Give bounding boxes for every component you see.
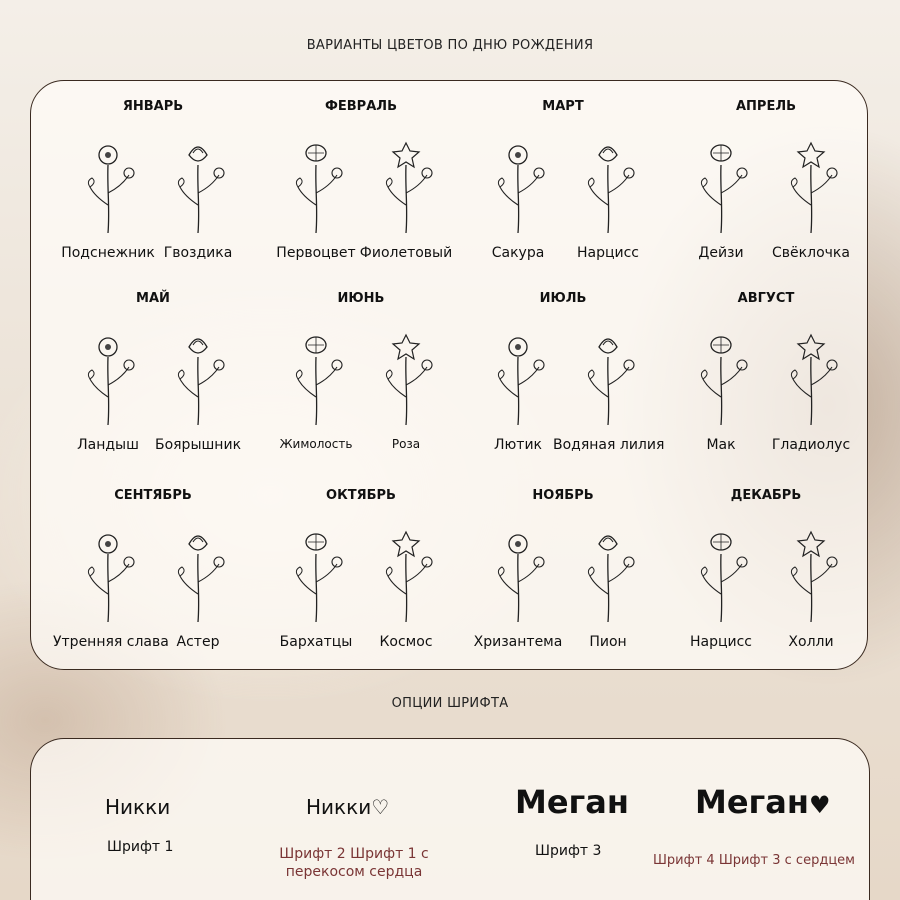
month-heading: ЯНВАРЬ xyxy=(122,99,184,114)
flower-illustration xyxy=(766,325,856,430)
month-heading: ОКТЯБРЬ xyxy=(326,488,396,503)
font-sample-2[interactable]: Никки♡ xyxy=(306,795,390,819)
month-heading: АПРЕЛЬ xyxy=(735,99,797,114)
flower-illustration xyxy=(473,133,563,238)
flower-illustration xyxy=(63,325,153,430)
font-sample-4-text: Меган xyxy=(695,783,809,821)
flower-label: Первоцвет xyxy=(276,245,356,261)
flower-label: Нарцисс xyxy=(576,245,639,261)
flower-illustration xyxy=(153,325,243,430)
flower-label: Водяная лилия xyxy=(553,437,665,453)
font-sample-3[interactable]: Меган xyxy=(515,783,629,821)
flower-label: Астер xyxy=(176,634,220,650)
font-sample-1[interactable]: Никки xyxy=(105,795,171,819)
flower-illustration xyxy=(271,325,361,430)
flower-illustration xyxy=(153,133,243,238)
font-options-panel xyxy=(30,738,870,900)
flower-label: Жимолость xyxy=(279,437,353,451)
flower-label: Утренняя слава xyxy=(53,634,169,650)
flower-illustration xyxy=(271,133,361,238)
font-sample-4[interactable] xyxy=(695,783,830,821)
flower-label: Фиолетовый xyxy=(359,245,453,261)
font-label-1: Шрифт 1 xyxy=(107,839,174,855)
month-heading: ИЮНЬ xyxy=(337,291,385,306)
page-title: ВАРИАНТЫ ЦВЕТОВ ПО ДНЮ РОЖДЕНИЯ xyxy=(306,38,594,53)
fonts-title: ОПЦИИ ШРИФТА xyxy=(391,696,509,711)
flower-illustration xyxy=(473,325,563,430)
flower-illustration xyxy=(563,325,653,430)
month-heading: ФЕВРАЛЬ xyxy=(325,99,397,114)
flower-label: Хризантема xyxy=(473,634,563,650)
month-heading: НОЯБРЬ xyxy=(532,488,594,503)
flower-label: Пион xyxy=(589,634,627,650)
month-heading: АВГУСТ xyxy=(737,291,795,306)
font-label-4: Шрифт 4 Шрифт 3 с сердцем xyxy=(653,853,855,868)
flower-label: Космос xyxy=(379,634,433,650)
flower-illustration xyxy=(271,522,361,627)
flower-label: Дейзи xyxy=(698,245,744,261)
flower-label: Ландыш xyxy=(77,437,139,453)
flower-illustration xyxy=(361,325,451,430)
heart-icon: ♥ xyxy=(808,791,831,819)
flower-label: Сакура xyxy=(491,245,545,261)
flower-label: Боярышник xyxy=(154,437,242,453)
month-heading: МАЙ xyxy=(136,291,170,306)
flower-label: Гладиолус xyxy=(771,437,851,453)
font-label-2: Шрифт 2 Шрифт 1 с перекосом сердца xyxy=(279,846,429,880)
flower-illustration xyxy=(63,133,153,238)
flower-illustration xyxy=(766,133,856,238)
flower-illustration xyxy=(563,522,653,627)
month-heading: ДЕКАБРЬ xyxy=(730,488,802,503)
flower-label: Холли xyxy=(788,634,834,650)
birth-flower-panel xyxy=(30,80,868,670)
month-heading: СЕНТЯБРЬ xyxy=(114,488,192,503)
month-heading: ИЮЛЬ xyxy=(539,291,587,306)
month-heading: МАРТ xyxy=(542,99,584,114)
flower-label: Подснежник xyxy=(61,245,155,261)
flower-illustration xyxy=(361,522,451,627)
flower-illustration xyxy=(63,522,153,627)
flower-illustration xyxy=(676,522,766,627)
flower-illustration xyxy=(676,325,766,430)
flower-label: Мак xyxy=(706,437,736,453)
flower-illustration xyxy=(676,133,766,238)
flower-label: Лютик xyxy=(493,437,543,453)
flower-label: Свёклочка xyxy=(772,245,850,261)
flower-illustration xyxy=(563,133,653,238)
flower-illustration xyxy=(361,133,451,238)
font-label-3: Шрифт 3 xyxy=(535,843,602,859)
flower-label: Роза xyxy=(391,437,421,451)
flower-illustration xyxy=(473,522,563,627)
flower-label: Нарцисс xyxy=(689,634,752,650)
flower-label: Гвоздика xyxy=(163,245,233,261)
flower-illustration xyxy=(766,522,856,627)
flower-illustration xyxy=(153,522,243,627)
flower-label: Бархатцы xyxy=(279,634,353,650)
